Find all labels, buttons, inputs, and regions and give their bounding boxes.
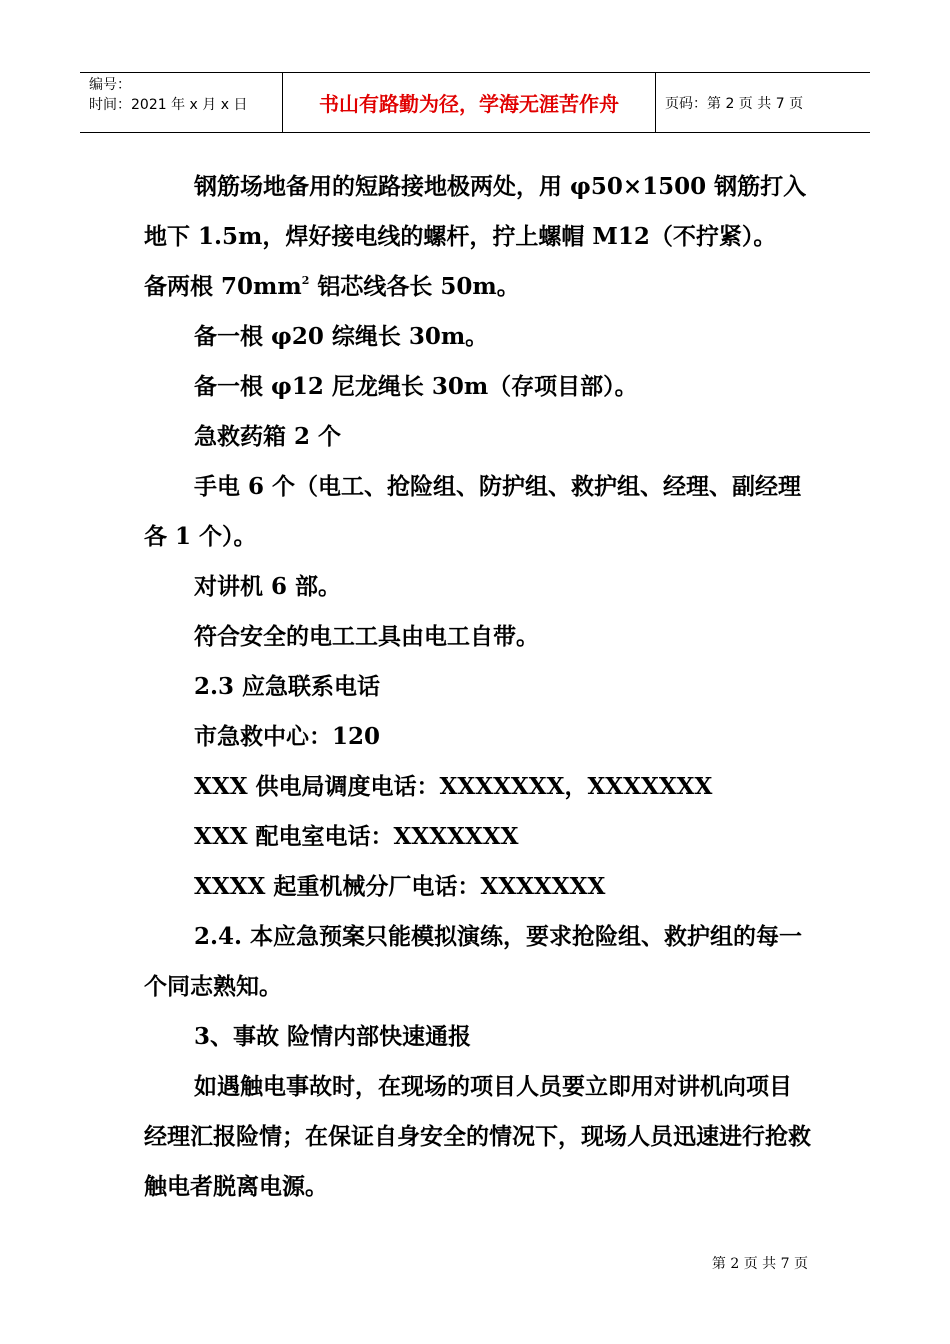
paragraph-aluminum-wire <box>144 262 812 312</box>
paragraph-rope-20: 备一根 φ20 综绳长 30m。 <box>194 323 489 350</box>
page-footer: 第 2 页 共 7 页 <box>711 1256 808 1272</box>
aluminum-wire-text-end: 铝芯线各长 50m。 <box>309 273 520 300</box>
paragraph-drill-requirement: 2.4. 本应急预案只能模拟演练，要求抢险组、救护组的每一个同志熟知。 <box>144 923 803 1000</box>
contact-emergency-center: 市急救中心：120 <box>194 723 381 750</box>
header-meta <box>80 73 282 132</box>
paragraph-first-aid-kit: 急救药箱 2 个 <box>194 423 342 450</box>
contact-crane-factory: XXXX 起重机械分厂电话：XXXXXXX <box>194 873 606 900</box>
document-date: 时间：2021 年 x 月 x 日 <box>89 97 248 113</box>
contact-power-bureau: XXX 供电局调度电话：XXXXXXX，XXXXXXX <box>194 773 713 800</box>
paragraph-electrician-tools: 符合安全的电工工具由电工自带。 <box>194 623 539 650</box>
section-heading-reporting: 3、事故 险情内部快速通报 <box>194 1023 472 1050</box>
superscript-2: 2 <box>301 274 310 287</box>
aluminum-wire-text: 备两根 70mm <box>144 273 302 300</box>
paragraph-electrocution-response: 如遇触电事故时，在现场的项目人员要立即用对讲机向项目经理汇报险情；在保证自身安全的情况下，现场人员迅速进行抢救触电者脱离电源。 <box>144 1073 811 1200</box>
document-header <box>80 72 870 133</box>
document-number-label: 编号： <box>89 77 131 93</box>
section-heading-contacts: 2.3 应急联系电话 <box>194 673 381 700</box>
paragraph-rope-12: 备一根 φ12 尼龙绳长 30m（存项目部）。 <box>194 373 638 400</box>
paragraph-flashlights: 手电 6 个（电工、抢险组、防护组、救护组、经理、副经理各 1 个）。 <box>144 473 802 550</box>
contact-distribution-room: XXX 配电室电话：XXXXXXX <box>194 823 519 850</box>
document-body <box>144 162 812 1212</box>
header-motto: 书山有路勤为径，学海无涯苦作舟 <box>282 73 656 132</box>
paragraph-walkie-talkies: 对讲机 6 部。 <box>194 573 342 600</box>
header-page-info: 页码：第 2 页 共 7 页 <box>665 95 804 112</box>
paragraph-grounding-rods: 钢筋场地备用的短路接地极两处，用 φ50×1500 钢筋打入地下 1.5m，焊好接电线的螺杆，拧上螺帽 M12（不拧紧）。 <box>144 173 807 250</box>
